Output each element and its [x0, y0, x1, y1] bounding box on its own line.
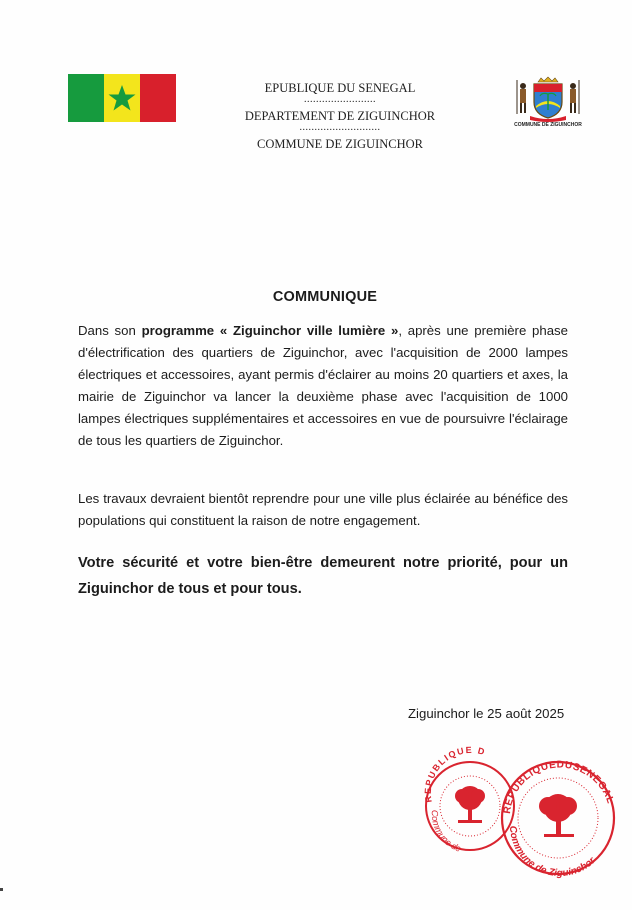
paragraph-program — [78, 320, 568, 452]
flag-red-band — [140, 74, 176, 122]
coat-of-arms-caption: COMMUNE DE ZIGUINCHOR — [514, 122, 582, 128]
flag-green-band — [68, 74, 104, 122]
stamp-right-tree-icon — [539, 794, 577, 837]
stamp-right-bottom-text: Commune de Ziguinchor — [506, 825, 598, 880]
coat-of-arms-icon — [512, 76, 584, 122]
scan-mark — [0, 888, 3, 891]
stamp-right-top-text: REPUBLIQUEDUSENEGAL — [501, 759, 616, 815]
commune-coat-of-arms — [512, 76, 584, 134]
stamp-left-bottom-text: Commune de — [429, 809, 463, 854]
stamp-left-tree-icon — [455, 786, 485, 823]
program-name: programme « Ziguinchor ville lumière » — [141, 323, 399, 338]
header-dots-2: ........................... — [299, 122, 381, 133]
header-republic: EPUBLIQUE DU SENEGAL — [264, 81, 416, 95]
senegal-flag — [68, 74, 176, 122]
paragraph-program-intro: Dans son — [78, 323, 142, 338]
signature-date: Ziguinchor le 25 août 2025 — [408, 706, 565, 721]
header-department: DEPARTEMENT DE ZIGUINCHOR — [244, 109, 436, 123]
flag-star-icon — [106, 82, 138, 114]
paragraph-program-text: , après une première phase d'électrification des quartiers de Ziguinchor, avec l'acquisition de 2000 lampes électriques et accessoires, ayant permis d'éclairer au moins 20 quartiers et axes, la mairie de Ziguinchor va lancer la deuxième phase avec l'acquisition de 1000 lampes électriques supplémentaires et accessoires en vue de poursuivre l'éclairage de tous les quartiers de Ziguinchor. — [78, 323, 568, 448]
svg-text:Commune de — [430, 810, 463, 854]
header-dots-1: ........................ — [304, 94, 376, 105]
communique-title: COMMUNIQUE — [272, 289, 378, 305]
paragraph-works: Les travaux devraient bientôt reprendre pour une ville plus éclairée au bénéfice des populations qui constituent la raison de notre engagement. — [78, 491, 568, 528]
header-commune: COMMUNE DE ZIGUINCHOR — [257, 137, 423, 151]
paragraph-priority: Votre sécurité et votre bien-être demeurent notre priorité, pour un Ziguinchor de tous et pour tous. — [78, 555, 568, 597]
svg-text:Commune de Ziguinchor — [507, 825, 599, 879]
institution-header — [210, 80, 470, 152]
stamp-left-top-text: REPUBLIQUE D — [422, 744, 488, 804]
official-stamp-right — [496, 744, 620, 884]
